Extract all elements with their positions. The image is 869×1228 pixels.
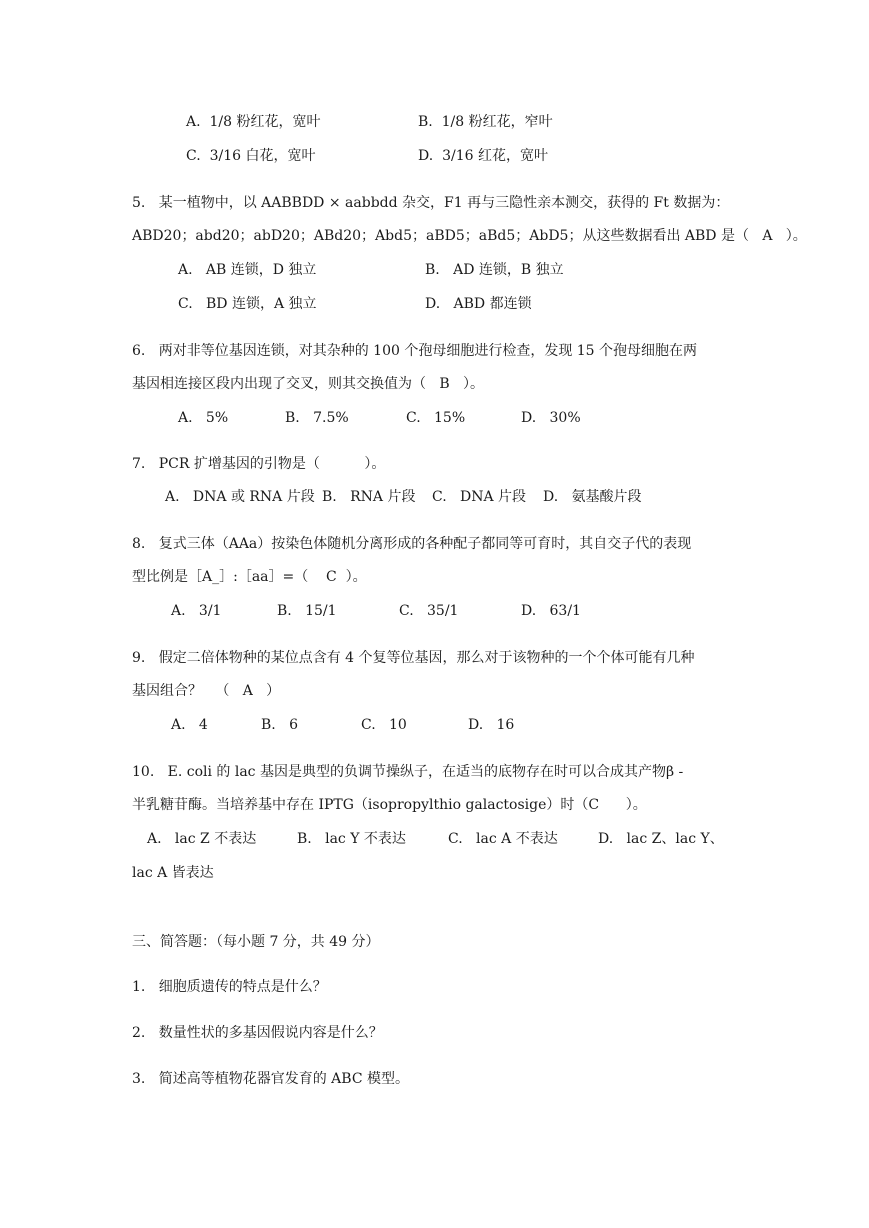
q6-stem-line2: 基因相连接区段内出现了交叉，则其交换值为（ B ）。 xyxy=(132,376,484,392)
q4-option-a: A. 1/8 粉红花，宽叶 xyxy=(186,114,321,130)
q10-option-d-continued: lac A 皆表达 xyxy=(132,865,214,881)
q8-stem-line2: 型比例是［A_］:［aa］=（ C ）。 xyxy=(132,569,367,585)
section3-question-1: 1. 细胞质遗传的特点是什么？ xyxy=(132,979,327,995)
q7-option-c: C. DNA 片段 xyxy=(432,489,527,505)
q6-option-d: D. 30% xyxy=(521,410,581,426)
q5-stem-line1: 5. 某一植物中，以 AABBDD × aabbdd 杂交，F1 再与三隐性亲本测交，获得的 Ft 数据为： xyxy=(132,195,730,211)
q6-stem-line1: 6. 两对非等位基因连锁，对其杂种的 100 个孢母细胞进行检查，发现 15 个孢母细胞在两 xyxy=(132,343,698,359)
q8-option-c: C. 35/1 xyxy=(399,603,459,619)
q7-option-a: A. DNA 或 RNA 片段 xyxy=(165,489,315,505)
q6-option-a: A. 5% xyxy=(178,410,229,426)
q9-stem-line2: 基因组合？ （ A ） xyxy=(132,683,281,699)
q9-option-d: D. 16 xyxy=(468,717,515,733)
q4-option-c: C. 3/16 白花，宽叶 xyxy=(186,148,316,164)
q7-option-b: B. RNA 片段 xyxy=(322,489,416,505)
q4-option-d: D. 3/16 红花，宽叶 xyxy=(418,148,548,164)
q10-option-a: A. lac Z 不表达 xyxy=(147,831,257,847)
q6-option-b: B. 7.5% xyxy=(285,410,349,426)
q10-option-c: C. lac A 不表达 xyxy=(448,831,558,847)
section3-question-3: 3. 简述高等植物花器官发育的 ABC 模型。 xyxy=(132,1071,409,1087)
q9-stem-line1: 9. 假定二倍体物种的某位点含有 4 个复等位基因，那么对于该物种的一个个体可能有几种 xyxy=(132,650,695,666)
q4-option-b: B. 1/8 粉红花，窄叶 xyxy=(418,114,553,130)
q6-option-c: C. 15% xyxy=(406,410,466,426)
q5-option-b: B. AD 连锁，B 独立 xyxy=(425,262,564,278)
q5-option-d: D. ABD 都连锁 xyxy=(425,296,532,312)
q9-option-b: B. 6 xyxy=(261,717,298,733)
q8-option-b: B. 15/1 xyxy=(277,603,337,619)
q10-option-b: B. lac Y 不表达 xyxy=(297,831,406,847)
q7-stem-line1: 7. PCR 扩增基因的引物是（ ）。 xyxy=(132,456,386,472)
q10-stem-line2: 半乳糖苷酶。当培养基中存在 IPTG（isopropylthio galactosige）时（C ）。 xyxy=(132,797,647,813)
q10-option-d: D. lac Z、lac Y、 xyxy=(598,831,724,847)
q8-option-a: A. 3/1 xyxy=(171,603,222,619)
section3-question-2: 2. 数量性状的多基因假说内容是什么？ xyxy=(132,1025,383,1041)
q7-option-d: D. 氨基酸片段 xyxy=(543,489,642,505)
q9-option-c: C. 10 xyxy=(361,717,407,733)
q5-stem-line2: ABD20；abd20；abD20；ABd20；Abd5；aBD5；aBd5；AbD5；从这些数据看出 ABD 是（ A ）。 xyxy=(132,228,807,244)
section3-title: 三、简答题：（每小题 7 分，共 49 分） xyxy=(132,934,380,950)
q5-option-a: A. AB 连锁，D 独立 xyxy=(178,262,317,278)
q10-stem-line1: 10. E. coli 的 lac 基因是典型的负调节操纵子，在适当的底物存在时可以合成其产物β - xyxy=(132,764,684,780)
q9-option-a: A. 4 xyxy=(171,717,208,733)
q5-option-c: C. BD 连锁，A 独立 xyxy=(178,296,317,312)
q8-stem-line1: 8. 复式三体（AAa）按染色体随机分离形成的各种配子都同等可育时，其自交子代的表现 xyxy=(132,536,692,552)
q8-option-d: D. 63/1 xyxy=(521,603,581,619)
